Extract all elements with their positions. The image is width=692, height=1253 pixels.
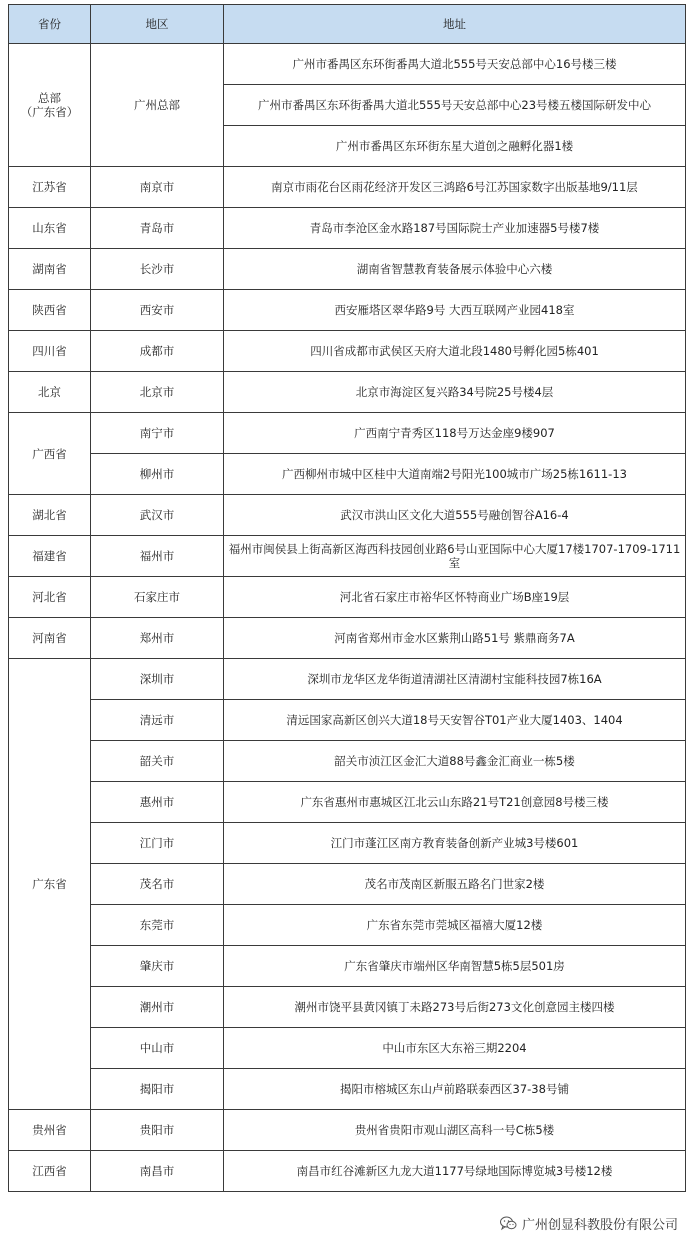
region-cell: 清远市 bbox=[91, 700, 224, 741]
region-cell: 南宁市 bbox=[91, 413, 224, 454]
header-region: 地区 bbox=[91, 5, 224, 44]
province-cell: 江西省 bbox=[9, 1151, 91, 1192]
region-cell: 长沙市 bbox=[91, 249, 224, 290]
address-cell: 四川省成都市武侯区天府大道北段1480号孵化园5栋401 bbox=[224, 331, 686, 372]
table-row bbox=[9, 44, 686, 85]
province-cell: 广东省 bbox=[9, 659, 91, 1110]
region-cell: 揭阳市 bbox=[91, 1069, 224, 1110]
table-row bbox=[9, 208, 686, 249]
region-cell: 江门市 bbox=[91, 823, 224, 864]
table-row bbox=[9, 536, 686, 577]
region-cell: 青岛市 bbox=[91, 208, 224, 249]
province-cell: 湖北省 bbox=[9, 495, 91, 536]
region-cell: 韶关市 bbox=[91, 741, 224, 782]
table-row bbox=[9, 659, 686, 700]
region-cell: 南昌市 bbox=[91, 1151, 224, 1192]
region-cell: 潮州市 bbox=[91, 987, 224, 1028]
province-cell: 广西省 bbox=[9, 413, 91, 495]
province-cell: 山东省 bbox=[9, 208, 91, 249]
table-row bbox=[9, 1151, 686, 1192]
region-cell: 东莞市 bbox=[91, 905, 224, 946]
address-table bbox=[8, 4, 686, 1192]
province-cell: 四川省 bbox=[9, 331, 91, 372]
region-cell: 贵阳市 bbox=[91, 1110, 224, 1151]
table-row bbox=[9, 495, 686, 536]
region-cell: 北京市 bbox=[91, 372, 224, 413]
province-cell: 北京 bbox=[9, 372, 91, 413]
address-cell: 广东省东莞市莞城区福禧大厦12楼 bbox=[224, 905, 686, 946]
table-row bbox=[9, 946, 686, 987]
address-cell: 西安雁塔区翠华路9号 大西互联网产业园418室 bbox=[224, 290, 686, 331]
province-cell: 湖南省 bbox=[9, 249, 91, 290]
table-row bbox=[9, 700, 686, 741]
address-cell: 河南省郑州市金水区紫荆山路51号 紫鼎商务7A bbox=[224, 618, 686, 659]
table-row bbox=[9, 249, 686, 290]
table-row bbox=[9, 454, 686, 495]
table-row bbox=[9, 167, 686, 208]
header-address: 地址 bbox=[224, 5, 686, 44]
province-cell: 江苏省 bbox=[9, 167, 91, 208]
region-cell: 茂名市 bbox=[91, 864, 224, 905]
address-cell: 江门市蓬江区南方教育装备创新产业城3号楼601 bbox=[224, 823, 686, 864]
header-province: 省份 bbox=[9, 5, 91, 44]
address-cell: 广州市番禺区东环街番禺大道北555号天安总部中心23号楼五楼国际研发中心 bbox=[224, 85, 686, 126]
region-cell: 南京市 bbox=[91, 167, 224, 208]
table-row bbox=[9, 372, 686, 413]
table-row bbox=[9, 618, 686, 659]
address-cell: 南京市雨花台区雨花经济开发区三鸿路6号江苏国家数字出版基地9/11层 bbox=[224, 167, 686, 208]
address-cell: 广州市番禺区东环街番禺大道北555号天安总部中心16号楼三楼 bbox=[224, 44, 686, 85]
table-row bbox=[9, 1028, 686, 1069]
address-cell: 北京市海淀区复兴路34号院25号楼4层 bbox=[224, 372, 686, 413]
address-cell: 青岛市李沧区金水路187号国际院士产业加速器5号楼7楼 bbox=[224, 208, 686, 249]
table-row bbox=[9, 905, 686, 946]
watermark bbox=[500, 1214, 678, 1233]
address-cell: 中山市东区大东裕三期2204 bbox=[224, 1028, 686, 1069]
address-cell: 广东省惠州市惠城区江北云山东路21号T21创意园8号楼三楼 bbox=[224, 782, 686, 823]
address-cell: 潮州市饶平县黄冈镇丁未路273号后街273文化创意园主楼四楼 bbox=[224, 987, 686, 1028]
address-cell: 贵州省贵阳市观山湖区高科一号C栋5楼 bbox=[224, 1110, 686, 1151]
table-row bbox=[9, 741, 686, 782]
address-cell: 深圳市龙华区龙华街道清湖社区清湖村宝能科技园7栋16A bbox=[224, 659, 686, 700]
region-cell: 广州总部 bbox=[91, 44, 224, 167]
address-cell: 河北省石家庄市裕华区怀特商业广场B座19层 bbox=[224, 577, 686, 618]
address-cell: 广东省肇庆市端州区华南智慧5栋5层501房 bbox=[224, 946, 686, 987]
region-cell: 深圳市 bbox=[91, 659, 224, 700]
region-cell: 武汉市 bbox=[91, 495, 224, 536]
address-cell: 湖南省智慧教育装备展示体验中心六楼 bbox=[224, 249, 686, 290]
address-cell: 揭阳市榕城区东山卢前路联泰西区37-38号铺 bbox=[224, 1069, 686, 1110]
watermark-text: 广州创显科教股份有限公司 bbox=[521, 1218, 678, 1233]
address-cell: 广西南宁青秀区118号万达金座9楼907 bbox=[224, 413, 686, 454]
address-cell: 韶关市浈江区金汇大道88号鑫金汇商业一栋5楼 bbox=[224, 741, 686, 782]
table-row bbox=[9, 782, 686, 823]
table-row bbox=[9, 413, 686, 454]
wechat-icon bbox=[500, 1216, 517, 1231]
address-cell: 广西柳州市城中区桂中大道南端2号阳光100城市广场25栋1611-13 bbox=[224, 454, 686, 495]
region-cell: 惠州市 bbox=[91, 782, 224, 823]
province-cell: 福建省 bbox=[9, 536, 91, 577]
region-cell: 中山市 bbox=[91, 1028, 224, 1069]
address-cell: 南昌市红谷滩新区九龙大道1177号绿地国际博览城3号楼12楼 bbox=[224, 1151, 686, 1192]
region-cell: 肇庆市 bbox=[91, 946, 224, 987]
table-row bbox=[9, 290, 686, 331]
table-row bbox=[9, 823, 686, 864]
table-body bbox=[9, 44, 686, 1192]
address-cell: 福州市闽侯县上街高新区海西科技园创业路6号山亚国际中心大厦17楼1707-1709-1711室 bbox=[224, 536, 686, 577]
region-cell: 柳州市 bbox=[91, 454, 224, 495]
address-cell: 茂名市茂南区新服五路名门世家2楼 bbox=[224, 864, 686, 905]
table-row bbox=[9, 1110, 686, 1151]
table-row bbox=[9, 864, 686, 905]
region-cell: 福州市 bbox=[91, 536, 224, 577]
region-cell: 郑州市 bbox=[91, 618, 224, 659]
region-cell: 成都市 bbox=[91, 331, 224, 372]
province-cell: 贵州省 bbox=[9, 1110, 91, 1151]
province-cell: 河北省 bbox=[9, 577, 91, 618]
address-cell: 广州市番禺区东环街东星大道创之融孵化器1楼 bbox=[224, 126, 686, 167]
region-cell: 西安市 bbox=[91, 290, 224, 331]
table-row bbox=[9, 577, 686, 618]
address-cell: 武汉市洪山区文化大道555号融创智谷A16-4 bbox=[224, 495, 686, 536]
region-cell: 石家庄市 bbox=[91, 577, 224, 618]
header-row bbox=[9, 5, 686, 44]
province-cell: 总部 （广东省） bbox=[9, 44, 91, 167]
table-row bbox=[9, 1069, 686, 1110]
address-cell: 清远国家高新区创兴大道18号天安智谷T01产业大厦1403、1404 bbox=[224, 700, 686, 741]
table-row bbox=[9, 987, 686, 1028]
province-cell: 河南省 bbox=[9, 618, 91, 659]
province-cell: 陕西省 bbox=[9, 290, 91, 331]
table-row bbox=[9, 331, 686, 372]
